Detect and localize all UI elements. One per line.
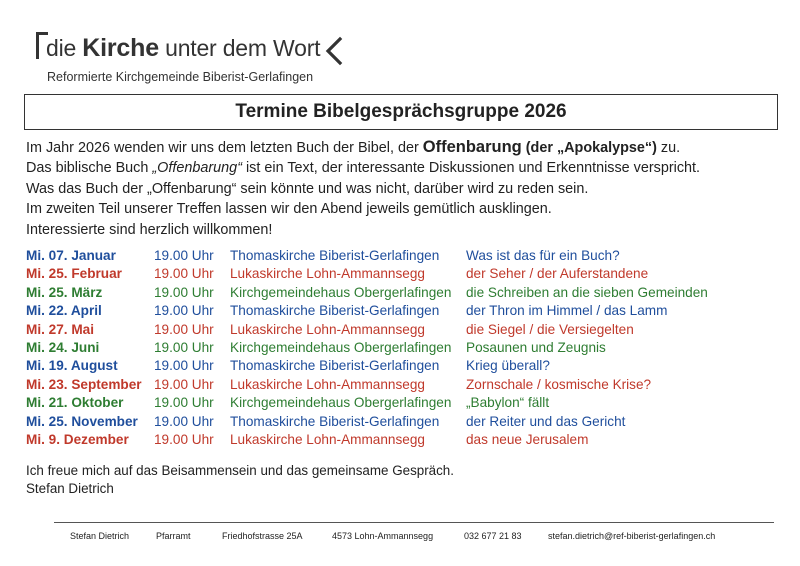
schedule-time: 19.00 Uhr [154, 339, 214, 355]
schedule-date: Mi. 27. Mai [26, 321, 94, 337]
schedule-date: Mi. 25. März [26, 284, 103, 300]
schedule-topic: der Reiter und das Gericht [466, 413, 626, 429]
schedule-row [26, 395, 786, 413]
signature: Stefan Dietrich [26, 481, 114, 496]
schedule-time: 19.00 Uhr [154, 358, 214, 374]
schedule-date: Mi. 25. November [26, 413, 138, 429]
schedule-row [26, 414, 786, 432]
schedule-row [26, 358, 786, 376]
schedule-topic: die Siegel / die Versiegelten [466, 321, 634, 337]
intro-line-4: Im zweiten Teil unserer Treffen lassen wir den Abend jeweils gemütlich ausklingen. [26, 201, 552, 218]
logo-wordmark [46, 34, 320, 63]
logo-subtitle: Reformierte Kirchgemeinde Biberist-Gerlafingen [47, 70, 314, 84]
schedule-row [26, 285, 786, 303]
schedule-topic: Krieg überall? [466, 358, 550, 374]
schedule-topic: Posaunen und Zeugnis [466, 339, 606, 355]
intro-line-1 [26, 137, 786, 158]
schedule-time: 19.00 Uhr [154, 284, 214, 300]
footer-street: Friedhofstrasse 25A [222, 531, 303, 541]
closing-text: Ich freue mich auf das Beisammensein und das gemeinsame Gespräch. [26, 463, 454, 478]
intro-line-2-a: Das biblische Buch [26, 160, 153, 177]
schedule-time: 19.00 Uhr [154, 248, 214, 263]
schedule-time: 19.00 Uhr [154, 266, 214, 282]
schedule-place: Lukaskirche Lohn-Ammannsegg [230, 266, 425, 282]
schedule-row [26, 303, 786, 321]
schedule-date: Mi. 21. Oktober [26, 395, 124, 411]
schedule-date: Mi. 22. April [26, 303, 102, 319]
schedule-row [26, 340, 786, 358]
schedule-place: Thomaskirche Biberist-Gerlafingen [230, 413, 440, 429]
schedule-date: Mi. 19. August [26, 358, 118, 374]
schedule-time: 19.00 Uhr [154, 395, 214, 411]
schedule-topic: das neue Jerusalem [466, 431, 589, 447]
footer-divider [54, 522, 774, 523]
schedule-topic: Zornschale / kosmische Krise? [466, 376, 652, 392]
schedule-row [26, 432, 786, 450]
logo-word-die: die [46, 35, 83, 61]
schedule-row [26, 248, 786, 266]
church-logo [36, 30, 396, 90]
schedule-place: Thomaskirche Biberist-Gerlafingen [230, 358, 440, 374]
schedule-date: Mi. 24. Juni [26, 339, 100, 355]
schedule-topic: Was ist das für ein Buch? [466, 248, 620, 263]
intro-line-1-a: Im Jahr 2026 wenden wir uns dem letzten Buch der Bibel, der [26, 140, 423, 156]
intro-offenbarung-italic: „Offenbarung“ [152, 160, 242, 177]
page-title: Termine Bibelgesprächsgruppe 2026 [235, 101, 567, 122]
schedule-place: Lukaskirche Lohn-Ammannsegg [230, 431, 425, 447]
intro-line-5: Interessierte sind herzlich willkommen! [26, 221, 273, 238]
schedule-topic: die Schreiben an die sieben Gemeinden [466, 284, 708, 300]
intro-offenbarung: Offenbarung [422, 138, 522, 156]
footer-role: Pfarramt [156, 531, 191, 541]
schedule-row [26, 377, 786, 395]
intro-line-3: Was das Buch der „Offenbarung“ sein könnte und was nicht, darüber wird zu reden sein. [26, 180, 589, 197]
schedule-list [26, 248, 786, 450]
footer-name: Stefan Dietrich [70, 531, 130, 541]
schedule-time: 19.00 Uhr [154, 431, 214, 447]
logo-word-kirche: Kirche [82, 34, 159, 62]
schedule-place: Lukaskirche Lohn-Ammannsegg [230, 321, 425, 337]
schedule-time: 19.00 Uhr [154, 303, 214, 319]
schedule-time: 19.00 Uhr [154, 321, 214, 337]
schedule-row [26, 322, 786, 340]
schedule-place: Kirchgemeindehaus Obergerlafingen [230, 339, 452, 355]
schedule-place: Kirchgemeindehaus Obergerlafingen [230, 284, 452, 300]
schedule-row [26, 266, 786, 284]
schedule-date: Mi. 23. September [26, 376, 142, 392]
schedule-place: Lukaskirche Lohn-Ammannsegg [230, 376, 425, 392]
schedule-date: Mi. 9. Dezember [26, 431, 129, 447]
schedule-place: Thomaskirche Biberist-Gerlafingen [230, 303, 440, 319]
schedule-topic: der Thron im Himmel / das Lamm [466, 303, 668, 319]
schedule-date: Mi. 25. Februar [26, 266, 122, 282]
title-box [24, 94, 778, 130]
schedule-time: 19.00 Uhr [154, 376, 214, 392]
logo-word-rest: unter dem Wort [158, 35, 321, 61]
intro-apokalypse: (der „Apokalypse“) [521, 140, 657, 156]
intro-line-2-c: ist ein Text, der interessante Diskussionen und Erkenntnisse verspricht. [241, 160, 701, 177]
schedule-date: Mi. 07. Januar [26, 248, 116, 263]
schedule-place: Kirchgemeindehaus Obergerlafingen [230, 395, 452, 411]
footer-phone: 032 677 21 83 [464, 531, 522, 541]
intro-line-2 [26, 158, 786, 178]
intro-line-1-d: zu. [656, 140, 681, 156]
footer-city: 4573 Lohn-Ammannsegg [332, 531, 434, 541]
intro-text [26, 137, 786, 240]
schedule-topic: der Seher / der Auferstandene [466, 266, 649, 282]
footer-email[interactable]: stefan.dietrich@ref-biberist-gerlafingen.ch [548, 531, 716, 541]
closing [26, 462, 454, 498]
schedule-place: Thomaskirche Biberist-Gerlafingen [230, 248, 440, 263]
chevron-left-icon [320, 36, 350, 66]
schedule-topic: „Babylon“ fällt [466, 395, 550, 411]
schedule-time: 19.00 Uhr [154, 413, 214, 429]
